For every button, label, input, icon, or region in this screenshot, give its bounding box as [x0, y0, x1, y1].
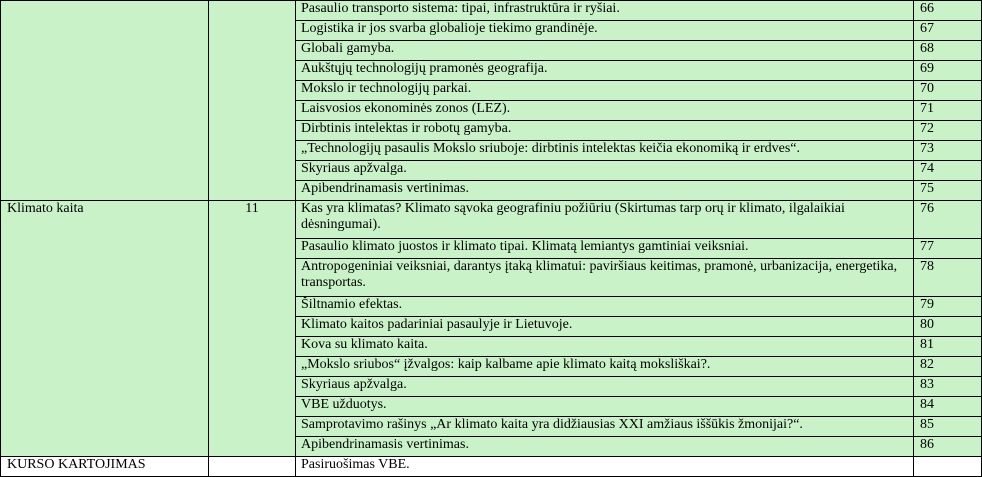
lesson-cell: Apibendrinamasis vertinimas.: [296, 437, 914, 457]
topic-cell: [1, 1, 209, 201]
lesson-number: 80: [914, 317, 982, 337]
lesson-number: 77: [914, 239, 982, 259]
lesson-number: 83: [914, 377, 982, 397]
lesson-cell: Pasaulio klimato juostos ir klimato tipai. Klimatą lemiantys gamtiniai veiksniai.: [296, 239, 914, 259]
lesson-number: 69: [914, 61, 982, 81]
lesson-number: 82: [914, 357, 982, 377]
lesson-number: 74: [914, 161, 982, 181]
lesson-number: 76: [914, 201, 982, 239]
hours-cell: 11: [209, 201, 296, 457]
lesson-number: [914, 457, 982, 477]
table-row: [1, 457, 982, 477]
lesson-number: 73: [914, 141, 982, 161]
lesson-cell: Laisvosios ekonominės zonos (LEZ).: [296, 101, 914, 121]
topic-cell: KURSO KARTOJIMAS: [1, 457, 209, 477]
lesson-cell: Samprotavimo rašinys „Ar klimato kaita yra didžiausias XXI amžiaus iššūkis žmonijai?“.: [296, 417, 914, 437]
lesson-number: 68: [914, 41, 982, 61]
lesson-number: 81: [914, 337, 982, 357]
lesson-cell: Šiltnamio efektas.: [296, 297, 914, 317]
lesson-number: 70: [914, 81, 982, 101]
lesson-cell: Mokslo ir technologijų parkai.: [296, 81, 914, 101]
lesson-cell: Klimato kaitos padariniai pasaulyje ir Lietuvoje.: [296, 317, 914, 337]
hours-cell: [209, 457, 296, 477]
lesson-number: 85: [914, 417, 982, 437]
lesson-number: 72: [914, 121, 982, 141]
lesson-cell: Skyriaus apžvalga.: [296, 161, 914, 181]
hours-cell: [209, 1, 296, 201]
lesson-cell: „Technologijų pasaulis Mokslo sriuboje: dirbtinis intelektas keičia ekonomiką ir erdves“.: [296, 141, 914, 161]
lesson-cell: Kas yra klimatas? Klimato sąvoka geografiniu požiūriu (Skirtumas tarp orų ir klimato, ilgalaikiai dėsningumai).: [296, 201, 914, 239]
lesson-number: 78: [914, 259, 982, 297]
lesson-cell: Pasiruošimas VBE.: [296, 457, 914, 477]
lesson-cell: Skyriaus apžvalga.: [296, 377, 914, 397]
lesson-number: 67: [914, 21, 982, 41]
lesson-cell: Globali gamyba.: [296, 41, 914, 61]
lesson-cell: Apibendrinamasis vertinimas.: [296, 181, 914, 201]
topic-cell: Klimato kaita: [1, 201, 209, 457]
lesson-cell: Dirbtinis intelektas ir robotų gamyba.: [296, 121, 914, 141]
lesson-cell: „Mokslo sriubos“ įžvalgos: kaip kalbame apie klimato kaitą moksliškai?.: [296, 357, 914, 377]
lesson-number: 86: [914, 437, 982, 457]
lesson-cell: VBE užduotys.: [296, 397, 914, 417]
lesson-number: 79: [914, 297, 982, 317]
lesson-cell: Pasaulio transporto sistema: tipai, infrastruktūra ir ryšiai.: [296, 1, 914, 21]
lesson-number: 75: [914, 181, 982, 201]
lesson-cell: Kova su klimato kaita.: [296, 337, 914, 357]
lesson-number: 84: [914, 397, 982, 417]
lesson-cell: Antropogeniniai veiksniai, darantys įtaką klimatui: paviršiaus keitimas, pramonė, urbanizacija, energetika, transportas.: [296, 259, 914, 297]
lesson-cell: Logistika ir jos svarba globalioje tiekimo grandinėje.: [296, 21, 914, 41]
table-row: [1, 1, 982, 21]
lesson-number: 71: [914, 101, 982, 121]
lesson-number: 66: [914, 1, 982, 21]
lesson-cell: Aukštųjų technologijų pramonės geografija.: [296, 61, 914, 81]
table-row: [1, 201, 982, 239]
